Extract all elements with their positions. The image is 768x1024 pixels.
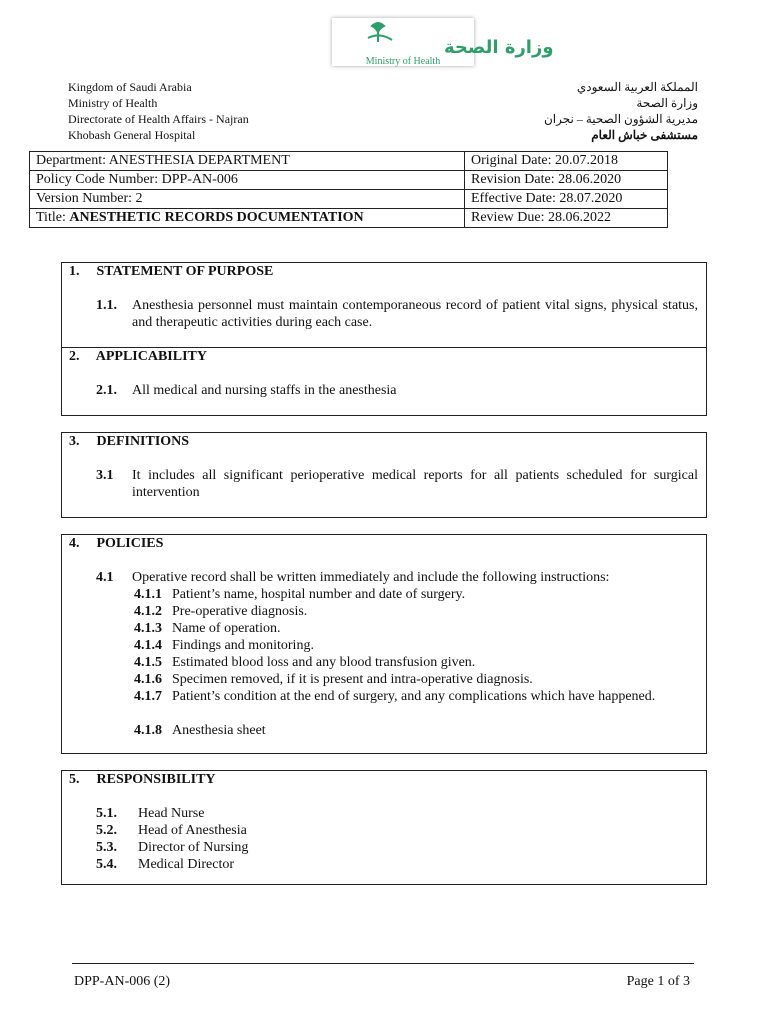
section-heading [69, 434, 189, 450]
logo-english-text: Ministry of Health [365, 56, 441, 67]
title-prefix: Title: [36, 210, 70, 225]
item-text: All medical and nursing staffs in the anesthesia [132, 383, 397, 398]
item-number: 3.1 [96, 468, 114, 483]
item-number: 4.1.8 [134, 723, 162, 738]
section-responsibility [61, 770, 707, 885]
item-text: Name of operation. [172, 621, 281, 636]
section-applicability [61, 347, 707, 416]
section-title: STATEMENT OF PURPOSE [96, 264, 274, 279]
item-text: Patient’s name, hospital number and date of surgery. [172, 587, 466, 602]
section-number: 1. [69, 264, 80, 279]
section-heading [69, 349, 207, 365]
list-item [134, 671, 698, 688]
item-number: 4.1 [96, 570, 114, 585]
item-text: Estimated blood loss and any blood transfusion given. [172, 655, 476, 670]
list-item [134, 620, 698, 637]
list-item [134, 637, 698, 654]
header-left-block [68, 79, 249, 143]
footer-divider [72, 963, 694, 964]
section-heading [69, 536, 163, 552]
item-number: 5.3. [96, 840, 117, 855]
document-title: ANESTHETIC RECORDS DOCUMENTATION [69, 210, 364, 225]
section-number: 4. [69, 536, 80, 551]
item-text: Specimen removed, if it is present and intra-operative diagnosis. [172, 672, 533, 687]
section-definitions [61, 432, 707, 518]
list-item [134, 603, 698, 620]
list-item [96, 805, 204, 822]
header-right-block [544, 79, 698, 143]
item-number: 5.1. [96, 806, 117, 821]
item-text: Head of Anesthesia [138, 823, 247, 838]
revision-date-cell: Revision Date: 28.06.2020 [465, 171, 668, 190]
footer-page-number: Page 1 of 3 [626, 974, 690, 989]
item-text: Head Nurse [138, 806, 205, 821]
table-row [30, 190, 668, 209]
item-text: Director of Nursing [138, 840, 249, 855]
table-row [30, 209, 668, 228]
item-number: 1.1. [96, 298, 117, 313]
list-item [96, 467, 698, 501]
item-number: 4.1.1 [134, 587, 162, 602]
table-row [30, 152, 668, 171]
section-title: POLICIES [96, 536, 164, 551]
list-item [96, 839, 248, 856]
section-number: 5. [69, 772, 80, 787]
list-item [96, 822, 247, 839]
item-text: Medical Director [138, 857, 235, 872]
section-title: DEFINITIONS [96, 434, 190, 449]
section-policies [61, 534, 707, 754]
item-number: 4.1.2 [134, 604, 162, 619]
list-item [134, 654, 698, 671]
item-number: 5.2. [96, 823, 117, 838]
item-number: 5.4. [96, 857, 117, 872]
item-text: Operative record shall be written immediately and include the following instructions: [132, 570, 610, 585]
policy-metadata-table [29, 151, 668, 228]
item-text: It includes all significant perioperative medical reports for all patients scheduled for surgical intervention [132, 468, 698, 500]
header-left-line: Khobash General Hospital [68, 128, 196, 142]
list-item [96, 856, 234, 873]
header-left-line: Ministry of Health [68, 96, 158, 110]
header-right-line: المملكة العربية السعودي [576, 80, 698, 94]
list-item [134, 722, 698, 739]
section-title: RESPONSIBILITY [96, 772, 216, 787]
section-number: 3. [69, 434, 80, 449]
list-item [96, 297, 698, 331]
item-text: Findings and monitoring. [172, 638, 314, 653]
item-number: 4.1.4 [134, 638, 162, 653]
original-date-cell: Original Date: 20.07.2018 [465, 152, 668, 171]
header-right-line: مديرية الشؤون الصحية – نجران [543, 112, 698, 126]
item-text: Pre-operative diagnosis. [172, 604, 308, 619]
section-number: 2. [69, 349, 80, 364]
title-cell [30, 209, 465, 228]
review-due-cell: Review Due: 28.06.2022 [465, 209, 668, 228]
version-cell: Version Number: 2 [30, 190, 465, 209]
section-heading [69, 772, 216, 788]
item-text: Patient’s condition at the end of surgery, and any complications which have happened. [172, 689, 656, 704]
item-text: Anesthesia sheet [172, 723, 266, 738]
department-cell: Department: ANESTHESIA DEPARTMENT [30, 152, 465, 171]
policy-code-cell: Policy Code Number: DPP-AN-006 [30, 171, 465, 190]
header-right-line: وزارة الصحة [636, 96, 698, 110]
header-left-line: Kingdom of Saudi Arabia [68, 80, 192, 94]
item-text: Anesthesia personnel must maintain contemporaneous record of patient vital signs, physical status, and therapeutic activities during each case. [132, 298, 698, 330]
list-item [134, 586, 698, 603]
ministry-of-health-logo [332, 18, 554, 67]
list-item [96, 382, 698, 399]
footer-document-code: DPP-AN-006 (2) [74, 974, 171, 989]
header-right-line: مستشفى خباش العام [591, 128, 698, 142]
effective-date-cell: Effective Date: 28.07.2020 [465, 190, 668, 209]
logo-arabic-text: وزارة الصحة [444, 37, 554, 58]
item-number: 2.1. [96, 383, 117, 398]
list-item [134, 688, 698, 705]
section-heading [69, 264, 273, 280]
section-purpose [61, 262, 707, 348]
item-number: 4.1.7 [134, 689, 162, 704]
section-title: APPLICABILITY [95, 349, 207, 364]
header-left-line: Directorate of Health Affairs - Najran [68, 112, 249, 126]
item-number: 4.1.6 [134, 672, 162, 687]
list-item [96, 569, 698, 586]
table-row [30, 171, 668, 190]
item-number: 4.1.3 [134, 621, 162, 636]
item-number: 4.1.5 [134, 655, 162, 670]
